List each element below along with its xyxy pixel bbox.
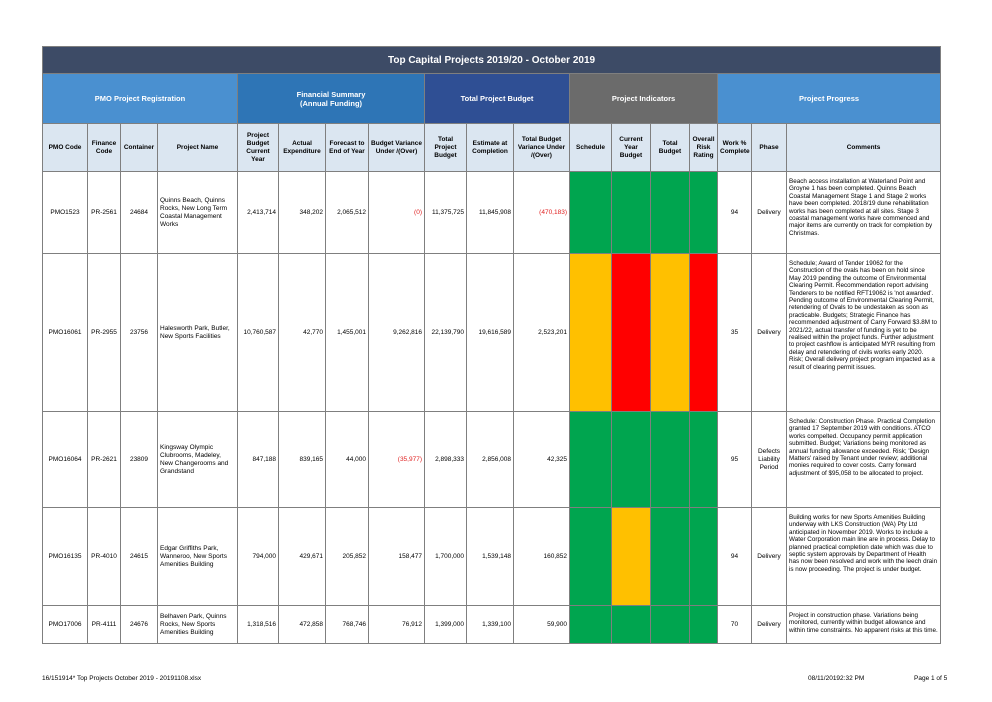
cell-total-variance: 59,900 [514, 606, 570, 644]
indicator-schedule [570, 606, 612, 644]
cell-finance-code: PR-4111 [88, 606, 121, 644]
cell-estimate-completion: 1,339,100 [467, 606, 514, 644]
cell-container: 24676 [121, 606, 158, 644]
cell-total-project-budget: 2,898,333 [425, 412, 467, 508]
cell-container: 23756 [121, 254, 158, 412]
indicator-total-budget [651, 412, 690, 508]
cell-phase: Delivery [752, 172, 787, 254]
col-estimate-completion: Estimate at Completion [467, 124, 514, 172]
cell-total-variance: 160,852 [514, 508, 570, 606]
cell-finance-code: PR-2561 [88, 172, 121, 254]
table-row [43, 606, 941, 644]
indicator-total-budget [651, 254, 690, 412]
cell-forecast: 2,065,512 [326, 172, 369, 254]
group-pmo-registration: PMO Project Registration [43, 74, 238, 124]
col-container: Container [121, 124, 158, 172]
cell-total-project-budget: 1,700,000 [425, 508, 467, 606]
indicator-overall-risk [690, 412, 718, 508]
cell-pmo-code: PMO1523 [43, 172, 88, 254]
table-row [43, 412, 941, 508]
capital-projects-table [42, 46, 941, 644]
cell-project-name: Halesworth Park, Butler, New Sports Facilities [158, 254, 238, 412]
cell-budget-current-year: 2,413,714 [238, 172, 279, 254]
table-row [43, 508, 941, 606]
cell-forecast: 1,455,001 [326, 254, 369, 412]
cell-work-complete: 94 [718, 508, 752, 606]
cell-actual-expenditure: 429,671 [279, 508, 326, 606]
indicator-schedule [570, 254, 612, 412]
cell-budget-current-year: 794,000 [238, 508, 279, 606]
cell-comments: Schedule: Construction Phase. Practical Completion granted 17 September 2019 with conditions. ATCO works compelted. Occupancy permit application submitted. Budget; Variations being monitored as annual funding allowance exceeded. Risk; 'Design Matters' raised by Tenant under review; additional monies required to cover costs. Carry forward adjustment of $95,058 to be allocated to project. [787, 412, 941, 508]
col-project-name: Project Name [158, 124, 238, 172]
col-pmo-code: PMO Code [43, 124, 88, 172]
cell-budget-variance: 9,262,816 [369, 254, 425, 412]
cell-total-variance: 2,523,201 [514, 254, 570, 412]
group-project-progress: Project Progress [718, 74, 941, 124]
cell-finance-code: PR-2621 [88, 412, 121, 508]
indicator-total-budget [651, 172, 690, 254]
col-total-variance: Total Budget Variance Under /(Over) [514, 124, 570, 172]
cell-estimate-completion: 19,616,589 [467, 254, 514, 412]
group-financial-summary [238, 74, 425, 124]
cell-estimate-completion: 2,856,008 [467, 412, 514, 508]
cell-budget-variance: (35,977) [369, 412, 425, 508]
project-rows [43, 172, 941, 644]
annual-funding-label: (Annual Funding) [299, 98, 363, 108]
cell-work-complete: 94 [718, 172, 752, 254]
cell-total-project-budget: 1,399,000 [425, 606, 467, 644]
cell-work-complete: 70 [718, 606, 752, 644]
cell-comments: Beach access installation at Waterland Point and Groyne 1 has been completed. Quinns Beach Coastal Management Stage 1 and Stage 2 works have been completed. 2018/19 dune rehabilitation works has been completed at all sites. Stage 3 coastal management works have commenced and major items are currently on track for completion by Christmas. [787, 172, 941, 254]
cell-pmo-code: PMO16061 [43, 254, 88, 412]
cell-container: 24684 [121, 172, 158, 254]
indicator-current-year-budget [612, 606, 651, 644]
cell-budget-variance: (0) [369, 172, 425, 254]
col-total-project-budget: Total Project Budget [425, 124, 467, 172]
indicator-total-budget [651, 508, 690, 606]
cell-comments: Building works for new Sports Amenities Building underway with LKS Construction (WA) Pty Ltd anticipated in November 2019. Works to include a Water Corporation main line are in process. Delay to planned practical completion date which was due to septic system approvals by Department of Health has now been resolved and work with the leech drain is now proceeding. The project is under budget. [787, 508, 941, 606]
col-work-complete: Work % Complete [718, 124, 752, 172]
cell-total-project-budget: 22,139,790 [425, 254, 467, 412]
cell-total-variance: (470,183) [514, 172, 570, 254]
indicator-overall-risk [690, 172, 718, 254]
cell-project-name: Quinns Beach, Quinns Rocks, New Long Term Coastal Management Works [158, 172, 238, 254]
cell-forecast: 768,746 [326, 606, 369, 644]
cell-actual-expenditure: 839,165 [279, 412, 326, 508]
cell-container: 24615 [121, 508, 158, 606]
cell-phase: Delivery [752, 508, 787, 606]
footer-page: Page 1 of 5 [914, 675, 948, 682]
footer-file: 16/151914* Top Projects October 2019 - 20191108.xlsx [42, 675, 202, 682]
cell-pmo-code: PMO16064 [43, 412, 88, 508]
cell-estimate-completion: 1,539,148 [467, 508, 514, 606]
indicator-current-year-budget [612, 172, 651, 254]
indicator-schedule [570, 172, 612, 254]
cell-comments: Project in construction phase. Variations being monitored, currently within budget allowance and within time constraints. No apparent risks at this time. [787, 606, 941, 644]
report-title: Top Capital Projects 2019/20 - October 2019 [43, 47, 941, 74]
table-row [43, 254, 941, 412]
col-total-budget: Total Budget [651, 124, 690, 172]
cell-phase: Defects Liability Period [752, 412, 787, 508]
cell-comments: Schedule; Award of Tender 19062 for the Construction of the ovals has been on hold since May 2019 pending the outcome of Environmental Clearing Permit. Recommendation report advising Tenderers to be notified RFT19062 is 'not awarded'. Pending outcome of Environmental Clearing Permit, retendering of Ovals to be undestaken as soon as practicable. Budgets; Strategic Finance has recommended adjustment of Carry Forward $3.8M to 2021/22, actual transfer of funding is yet to be realised within the project funds. Further adjustment to project cashflow is anticipated MYR resulting from delay and retendering of civils works early 2020. Risk; Overall delivery project program impacted as a result of clearing permit issues. [787, 254, 941, 412]
footer-date: 08/11/20192:32 PM [808, 675, 865, 682]
indicator-overall-risk [690, 508, 718, 606]
col-schedule: Schedule [570, 124, 612, 172]
col-finance-code: Finance Code [88, 124, 121, 172]
col-overall-risk: Overall Risk Rating [690, 124, 718, 172]
cell-phase: Delivery [752, 606, 787, 644]
group-total-project-budget: Total Project Budget [425, 74, 570, 124]
cell-actual-expenditure: 472,858 [279, 606, 326, 644]
cell-finance-code: PR-4010 [88, 508, 121, 606]
indicator-overall-risk [690, 606, 718, 644]
cell-forecast: 205,852 [326, 508, 369, 606]
col-current-year-budget: Current Year Budget [612, 124, 651, 172]
cell-pmo-code: PMO17006 [43, 606, 88, 644]
cell-project-name: Edgar Griffiths Park, Wanneroo, New Sports Amenities Building [158, 508, 238, 606]
cell-budget-variance: 76,912 [369, 606, 425, 644]
cell-project-name: Kingsway Olympic Clubrooms, Madeley, New Changerooms and Grandstand [158, 412, 238, 508]
indicator-schedule [570, 412, 612, 508]
col-actual-expenditure: Actual Expenditure [279, 124, 326, 172]
cell-actual-expenditure: 42,770 [279, 254, 326, 412]
col-forecast: Forecast to End of Year [326, 124, 369, 172]
cell-project-name: Belhaven Park, Quinns Rocks, New Sports Amenities Building [158, 606, 238, 644]
group-project-indicators: Project Indicators [570, 74, 718, 124]
cell-estimate-completion: 11,845,908 [467, 172, 514, 254]
cell-work-complete: 35 [718, 254, 752, 412]
col-phase: Phase [752, 124, 787, 172]
cell-total-project-budget: 11,375,725 [425, 172, 467, 254]
cell-actual-expenditure: 348,202 [279, 172, 326, 254]
indicator-current-year-budget [612, 412, 651, 508]
indicator-schedule [570, 508, 612, 606]
cell-budget-current-year: 1,318,516 [238, 606, 279, 644]
cell-container: 23809 [121, 412, 158, 508]
cell-work-complete: 95 [718, 412, 752, 508]
cell-budget-variance: 158,477 [369, 508, 425, 606]
cell-phase: Delivery [752, 254, 787, 412]
indicator-current-year-budget [612, 508, 651, 606]
indicator-total-budget [651, 606, 690, 644]
col-budget-variance: Budget Variance Under /(Over) [369, 124, 425, 172]
cell-pmo-code: PMO16135 [43, 508, 88, 606]
col-budget-current-year: Project Budget Current Year [238, 124, 279, 172]
financial-summary-label: Financial Summary [296, 89, 366, 99]
cell-budget-current-year: 10,760,587 [238, 254, 279, 412]
cell-total-variance: 42,325 [514, 412, 570, 508]
cell-finance-code: PR-2955 [88, 254, 121, 412]
cell-forecast: 44,000 [326, 412, 369, 508]
table-row [43, 172, 941, 254]
col-comments: Comments [787, 124, 941, 172]
cell-budget-current-year: 847,188 [238, 412, 279, 508]
indicator-current-year-budget [612, 254, 651, 412]
indicator-overall-risk [690, 254, 718, 412]
